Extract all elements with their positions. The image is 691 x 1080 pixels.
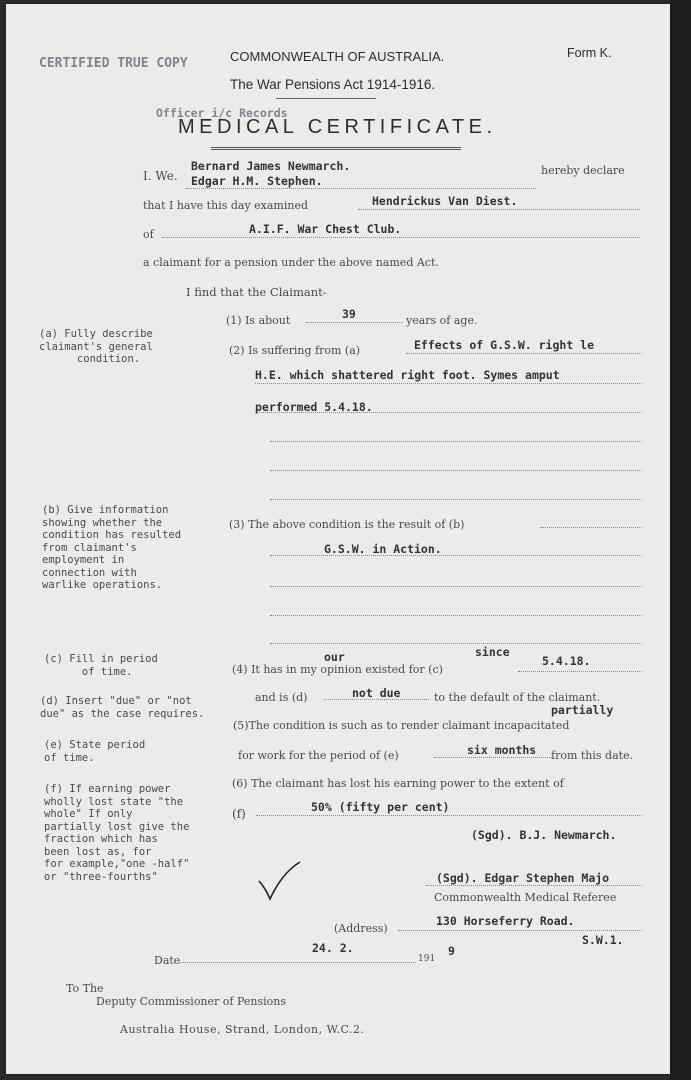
scan-edge [670, 0, 691, 1080]
dotted-line [255, 412, 642, 413]
deputy-commissioner: Deputy Commissioner of Pensions [96, 995, 286, 1008]
suffering-line-2: H.E. which shattered right foot. Symes amput [255, 368, 560, 382]
dotted-line [324, 699, 429, 700]
year-prefix: 191 [418, 954, 436, 964]
address-label: (Address) [334, 922, 388, 935]
dotted-line [255, 383, 642, 384]
act-title: The War Pensions Act 1914-1916. [230, 77, 436, 92]
dotted-line [426, 885, 642, 886]
suffering-label: (2) Is suffering from (a) [229, 344, 361, 357]
header-country: COMMONWEALTH OF AUSTRALIA. [230, 49, 445, 64]
age-value: 39 [342, 307, 356, 321]
address-line-1: 130 Horseferry Road. [436, 914, 575, 928]
existed-date: 5.4.18. [542, 654, 591, 668]
existed-our: our [324, 650, 345, 664]
dotted-line [270, 555, 642, 556]
date-label: Date [154, 954, 181, 967]
act-underline [276, 98, 376, 99]
margin-note-a: (a) Fully describe claimant's general condition. [39, 328, 153, 365]
margin-note-f: (f) If earning power wholly lost state "the whole" If only partially lost give the fraction which has been lost as, for for example,"one -half" or "three-fourths" [44, 783, 190, 883]
document-page [6, 4, 670, 1074]
to-the: To The [66, 982, 104, 995]
margin-note-e: (e) State period of time. [44, 739, 146, 764]
declaration-prefix: I. We. [143, 169, 178, 183]
claimant-name: Hendrickus Van Diest. [372, 194, 518, 208]
address-line-2: S.W.1. [582, 933, 624, 947]
dotted-line [180, 962, 416, 963]
margin-note-d: (d) Insert "due" or "not due" as the case requires. [40, 695, 205, 720]
f-label: (f) [232, 807, 246, 821]
hereby-declare: hereby declare [541, 164, 625, 177]
dotted-line [162, 237, 640, 238]
dotted-line [270, 643, 642, 644]
dotted-line [406, 353, 642, 354]
examiner-1: Bernard James Newmarch. [191, 159, 351, 173]
dotted-line [306, 322, 402, 323]
period-suffix: from this date. [551, 749, 634, 762]
date-value: 24. 2. [312, 941, 354, 955]
dotted-line [186, 188, 536, 189]
dotted-line [358, 209, 640, 210]
check-mark-icon [256, 859, 304, 903]
dotted-line [270, 441, 642, 442]
not-due-value: not due [352, 686, 401, 700]
period-label: for work for the period of (e) [238, 749, 399, 762]
incapacity-line: (5)The condition is such as to render claimant incapacitated [233, 719, 570, 732]
and-is-label: and is (d) [255, 691, 308, 704]
find-line: I find that the Claimant- [186, 285, 327, 299]
signature-2: (Sgd). Edgar Stephen Majo [436, 871, 610, 885]
earning-value: 50% (fifty per cent) [311, 800, 450, 814]
examiner-2: Edgar H.M. Stephen. [191, 174, 323, 188]
footer-address: Australia House, Strand, London, W.C.2. [120, 1023, 365, 1036]
default-text: to the default of the claimant. [434, 691, 601, 704]
dotted-line [540, 527, 642, 528]
claimant-line: a claimant for a pension under the above named Act. [143, 256, 439, 269]
of-label: of [143, 228, 154, 241]
referee-title: Commonwealth Medical Referee [434, 891, 617, 904]
dotted-line [270, 470, 642, 471]
margin-note-b: (b) Give information showing whether the condition has resulted from claimant's employment in connection with warlike operations. [42, 504, 182, 591]
existed-label: (4) It has in my opinion existed for (c) [232, 663, 443, 676]
signature-1: (Sgd). B.J. Newmarch. [471, 828, 617, 842]
existed-since: since [475, 645, 510, 659]
dotted-line [256, 815, 642, 816]
partially-insert: partially [551, 703, 614, 717]
dotted-line [398, 930, 642, 931]
dotted-line [270, 615, 642, 616]
dotted-line [434, 757, 552, 758]
age-suffix: years of age. [406, 314, 478, 327]
earning-line: (6) The claimant has lost his earning power to the extent of [232, 777, 564, 790]
dotted-line [270, 586, 642, 587]
dotted-line [518, 671, 642, 672]
result-value: G.S.W. in Action. [324, 542, 442, 556]
title-underline [211, 147, 461, 150]
suffering-line-1: Effects of G.S.W. right le [414, 338, 595, 352]
period-value: six months [467, 743, 537, 757]
of-value: A.I.F. War Chest Club. [249, 222, 402, 236]
year-suffix: 9 [448, 944, 455, 958]
certified-true-copy-stamp: CERTIFIED TRUE COPY [39, 56, 188, 71]
age-label: (1) Is about [226, 314, 291, 327]
margin-note-c: (c) Fill in period of time. [44, 653, 158, 678]
form-number: Form K. [567, 46, 612, 60]
officer-records-stamp: Officer i/c Records [156, 106, 288, 120]
page-title: MEDICAL CERTIFICATE. [178, 116, 497, 138]
dotted-line [270, 499, 642, 500]
that-examined-label: that I have this day examined [143, 199, 309, 212]
suffering-line-3: performed 5.4.18. [255, 400, 373, 414]
result-label: (3) The above condition is the result of (b) [229, 518, 465, 531]
